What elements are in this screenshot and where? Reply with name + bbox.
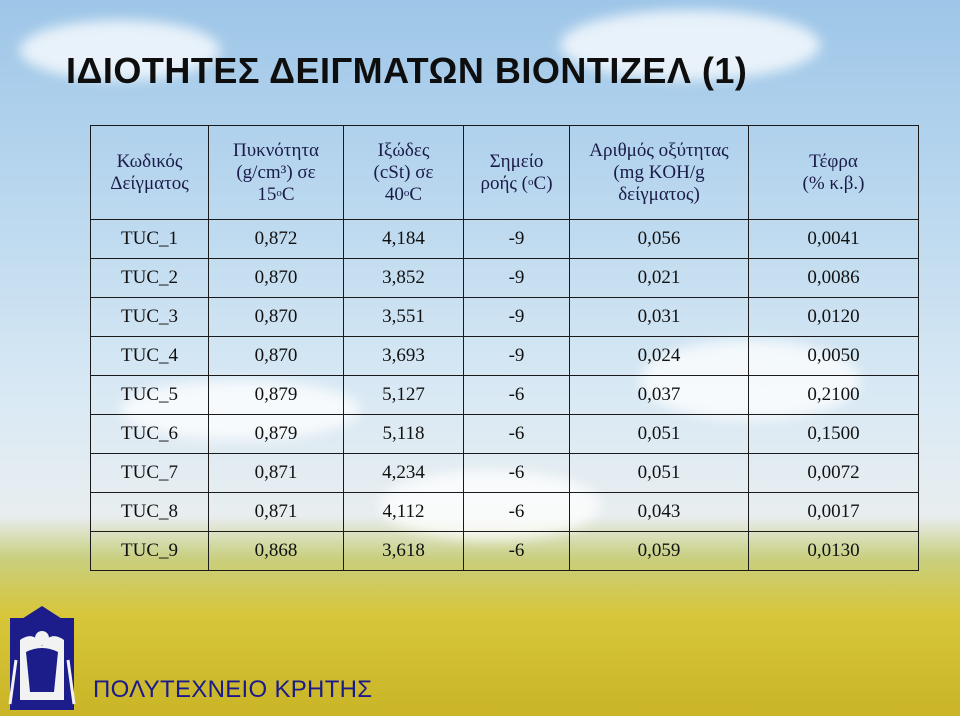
properties-table [90, 125, 919, 571]
table-cell: 3,693 [344, 337, 464, 376]
table-cell: 0,037 [570, 376, 749, 415]
table-cell: -6 [464, 532, 570, 571]
table-body [91, 220, 919, 571]
column-header [209, 126, 344, 220]
table-cell: 0,879 [209, 376, 344, 415]
table-cell: -9 [464, 220, 570, 259]
table-cell: -6 [464, 493, 570, 532]
table-cell: TUC_9 [91, 532, 209, 571]
column-header [91, 126, 209, 220]
table-row [91, 532, 919, 571]
table-cell: TUC_5 [91, 376, 209, 415]
table-cell: 0,051 [570, 454, 749, 493]
table-cell: 3,618 [344, 532, 464, 571]
table-cell: 0,870 [209, 298, 344, 337]
table-cell: 4,112 [344, 493, 464, 532]
table-cell: 4,184 [344, 220, 464, 259]
table-cell: TUC_3 [91, 298, 209, 337]
table-cell: 0,868 [209, 532, 344, 571]
table-cell: 0,056 [570, 220, 749, 259]
table-cell: -9 [464, 298, 570, 337]
column-header-line: Σημείο [489, 150, 544, 172]
table-cell: 0,0050 [749, 337, 919, 376]
table-cell: 5,127 [344, 376, 464, 415]
table-cell: 0,870 [209, 337, 344, 376]
table-row [91, 415, 919, 454]
degree-superscript: o [403, 186, 410, 199]
table-cell: TUC_8 [91, 493, 209, 532]
column-header-line: δείγματος) [618, 183, 700, 205]
table-cell: 0,031 [570, 298, 749, 337]
column-header-line: (% κ.β.) [802, 172, 865, 194]
table-cell: 4,234 [344, 454, 464, 493]
table-cell: 5,118 [344, 415, 464, 454]
table-cell: 0,1500 [749, 415, 919, 454]
table-row [91, 493, 919, 532]
degree-superscript: o [528, 175, 534, 188]
table-cell: 0,879 [209, 415, 344, 454]
degree-superscript: o [276, 186, 282, 199]
column-header-line: Δείγματος [110, 172, 189, 194]
slide-title: ΙΔΙΟΤΗΤΕΣ ΔΕΙΓΜΑΤΩΝ ΒΙΟΝΤΙΖΕΛ (1) [66, 50, 748, 91]
university-logo [6, 600, 78, 712]
table-cell: TUC_4 [91, 337, 209, 376]
column-header [464, 126, 570, 220]
table-cell: 0,051 [570, 415, 749, 454]
table-cell: 0,0041 [749, 220, 919, 259]
column-header-unit: C [281, 183, 295, 205]
table-row [91, 337, 919, 376]
table-cell: -9 [464, 259, 570, 298]
table-cell: -6 [464, 415, 570, 454]
table-row [91, 454, 919, 493]
table-row [91, 376, 919, 415]
column-header [570, 126, 749, 220]
column-header-line: Τέφρα [809, 150, 858, 172]
table-row [91, 220, 919, 259]
table-cell: -6 [464, 454, 570, 493]
column-header-line: Ιξώδες [377, 139, 430, 161]
table-cell: 0,0086 [749, 259, 919, 298]
column-header [749, 126, 919, 220]
column-header-line: Αριθμός οξύτητας [589, 139, 729, 161]
table-cell: 0,059 [570, 532, 749, 571]
column-header-line: Πυκνότητα [233, 139, 319, 161]
column-header-line: (g/cm³) σε [236, 161, 316, 183]
table-cell: TUC_1 [91, 220, 209, 259]
table-cell: 0,0017 [749, 493, 919, 532]
column-header-line: 15 [257, 183, 277, 205]
table-row [91, 259, 919, 298]
table-cell: 0,872 [209, 220, 344, 259]
table-cell: 0,0130 [749, 532, 919, 571]
column-header [344, 126, 464, 220]
column-header-unit: C [409, 183, 423, 205]
table-cell: 0,871 [209, 454, 344, 493]
table-cell: 3,551 [344, 298, 464, 337]
column-header-line: 40 [384, 183, 404, 205]
table-cell: 0,024 [570, 337, 749, 376]
table-cell: -9 [464, 337, 570, 376]
column-header-line: (cSt) σε [373, 161, 434, 183]
table-cell: TUC_7 [91, 454, 209, 493]
table-cell: 0,043 [570, 493, 749, 532]
table-cell: 0,870 [209, 259, 344, 298]
table-cell: 0,0120 [749, 298, 919, 337]
footer-institution: ΠΟΛΥΤΕΧΝΕΙΟ ΚΡΗΤΗΣ [93, 676, 373, 703]
column-header-line: (mg KOH/g [613, 161, 705, 183]
column-header-unit: C) [533, 172, 553, 194]
table-row [91, 298, 919, 337]
table-cell: 0,0072 [749, 454, 919, 493]
table-cell: 0,021 [570, 259, 749, 298]
table-cell: 0,871 [209, 493, 344, 532]
table-cell: TUC_6 [91, 415, 209, 454]
column-header-line: Κωδικός [116, 150, 183, 172]
table-header-row [91, 126, 919, 220]
column-header-line: ροής ( [480, 172, 529, 194]
table-cell: TUC_2 [91, 259, 209, 298]
table-cell: -6 [464, 376, 570, 415]
table-cell: 0,2100 [749, 376, 919, 415]
table-cell: 3,852 [344, 259, 464, 298]
